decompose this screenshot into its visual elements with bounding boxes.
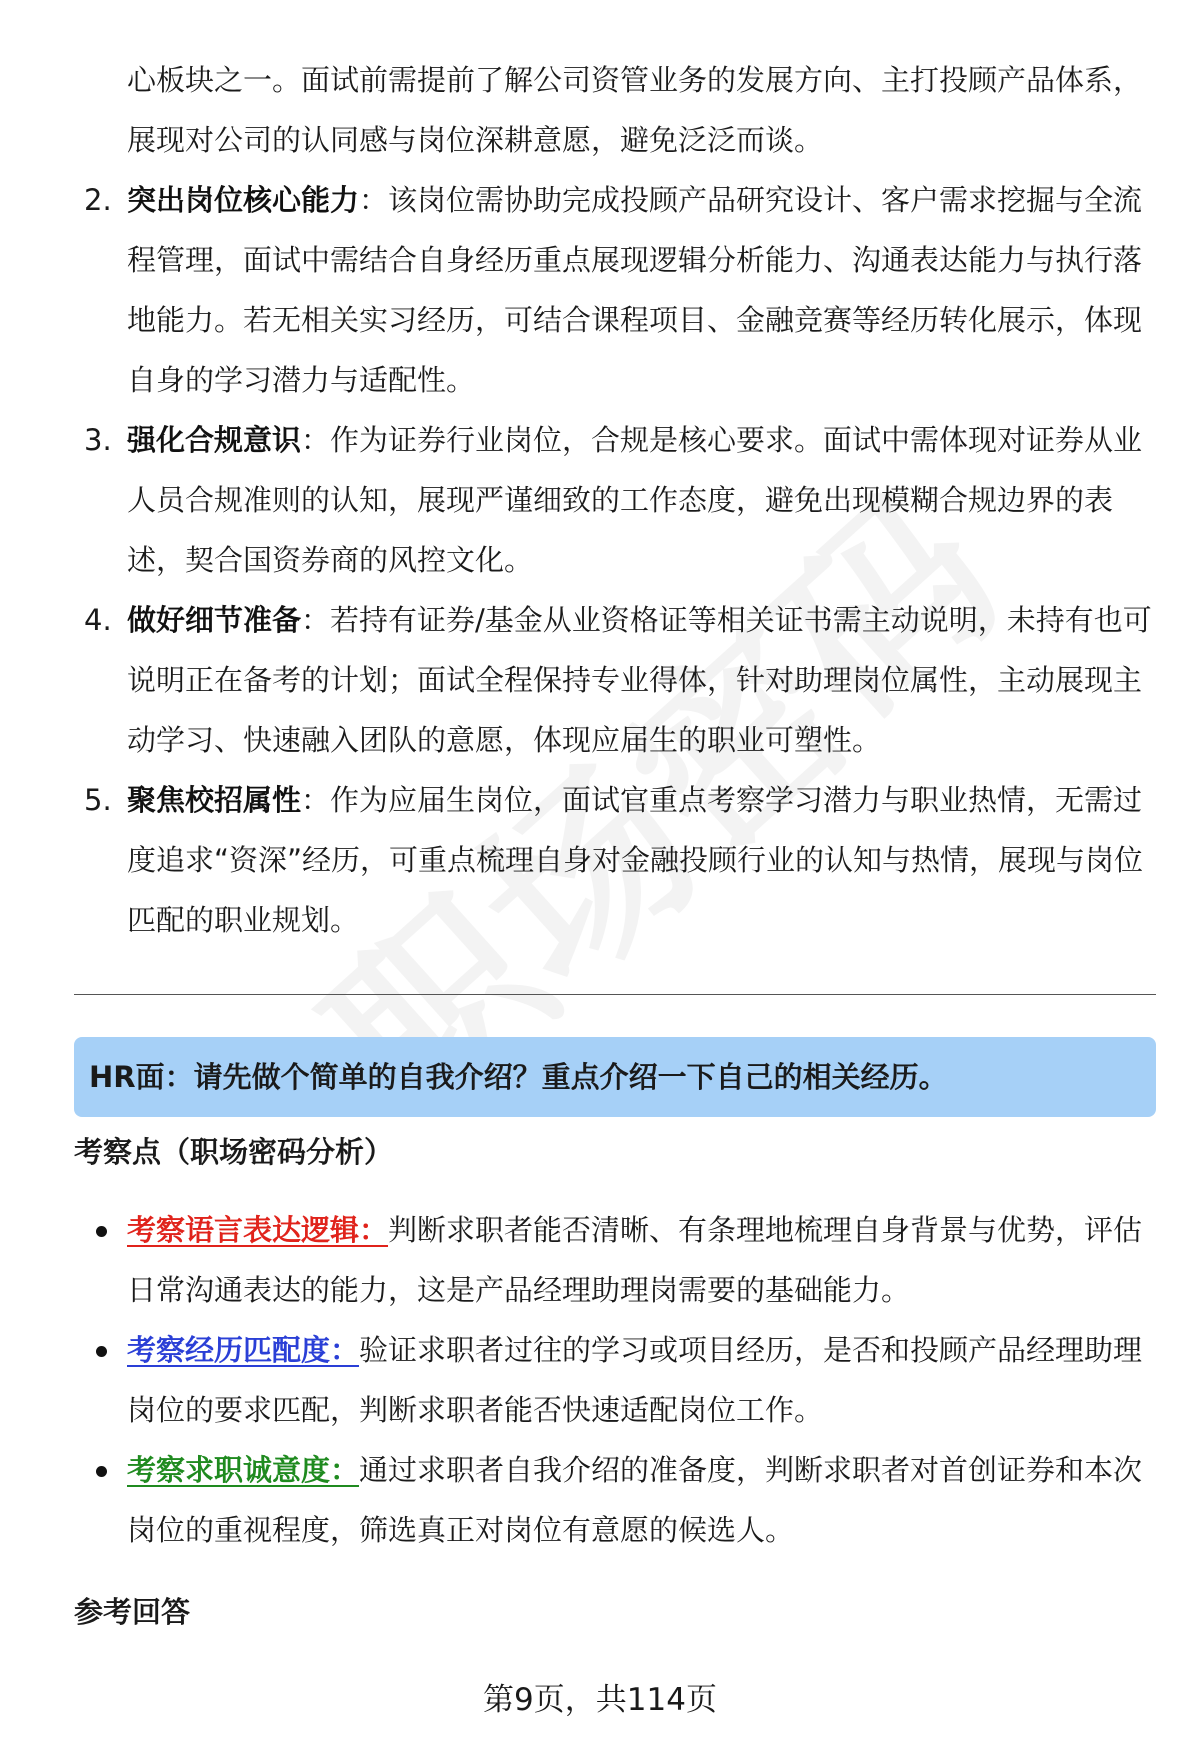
item-number: 3.: [84, 423, 112, 457]
item-text: ：作为证券行业岗位，合规是核心要求。面试中需体现对证券从业人员合规准则的认知，展现严谨细致的工作态度，避免出现模糊合规边界的表述，契合国资券商的风控文化。: [127, 423, 1143, 577]
item-title: 突出岗位核心能力: [127, 183, 360, 217]
list-item: [0, 410, 1157, 590]
list-item: [0, 170, 1157, 410]
reference-answer-title: 参考回答: [74, 1595, 191, 1629]
list-item: [0, 770, 1157, 950]
item-text: ：若持有证券/基金从业资格证等相关证书需主动说明，未持有也可说明正在备考的计划；面试全程保持专业得体，针对助理岗位属性，主动展现主动学习、快速融入团队的意愿，体现应届生的职业可塑性。: [127, 603, 1152, 757]
list-item: [0, 1440, 1157, 1560]
item-title: 做好细节准备: [127, 603, 302, 637]
point-text: 通过求职者自我介绍的准备度，判断求职者对首创证券和本次岗位的重视程度，筛选真正对岗位有意愿的候选人。: [127, 1453, 1143, 1547]
list-item: [0, 1320, 1157, 1440]
point-text: 验证求职者过往的学习或项目经历，是否和投顾产品经理助理岗位的要求匹配，判断求职者能否快速适配岗位工作。: [127, 1333, 1143, 1427]
point-label: 考察经历匹配度：: [127, 1333, 360, 1367]
list-item: [0, 1200, 1157, 1320]
point-label: 考察求职诚意度：: [127, 1453, 360, 1487]
point-label: 考察语言表达逻辑：: [127, 1213, 389, 1247]
bullet-icon: [96, 1466, 107, 1477]
item-title: 聚焦校招属性: [127, 783, 302, 817]
item-title: 强化合规意识: [127, 423, 302, 457]
page-number: 第9页，共114页: [483, 1682, 717, 1718]
item-number: 5.: [84, 783, 112, 817]
hr-question-banner: HR面：请先做个简单的自我介绍？重点介绍一下自己的相关经历。: [74, 1037, 1156, 1117]
point-text: 判断求职者能否清晰、有条理地梳理自身背景与优势，评估日常沟通表达的能力，这是产品经理助理岗需要的基础能力。: [127, 1213, 1143, 1307]
tips-list: [0, 170, 1200, 950]
analysis-points-list: [0, 1200, 1200, 1560]
list-item: [0, 590, 1157, 770]
item-text: ：作为应届生岗位，面试官重点考察学习潜力与职业热情，无需过度追求“资深”经历，可重点梳理自身对金融投顾行业的认知与热情，展现与岗位匹配的职业规划。: [127, 783, 1144, 937]
section-divider: [74, 994, 1156, 995]
bullet-icon: [96, 1226, 107, 1237]
bullet-icon: [96, 1346, 107, 1357]
item-number: 2.: [84, 183, 112, 217]
item-text: ：该岗位需协助完成投顾产品研究设计、客户需求挖掘与全流程管理，面试中需结合自身经历重点展现逻辑分析能力、沟通表达能力与执行落地能力。若无相关实习经历，可结合课程项目、金融竞赛等经历转化展示，体现自身的学习潜力与适配性。: [127, 183, 1143, 397]
item-number: 4.: [84, 603, 112, 637]
analysis-title: 考察点（职场密码分析）: [74, 1135, 394, 1169]
intro-paragraph: 心板块之一。面试前需提前了解公司资管业务的发展方向、主打投顾产品体系，展现对公司的认同感与岗位深耕意愿，避免泛泛而谈。: [127, 63, 1143, 157]
